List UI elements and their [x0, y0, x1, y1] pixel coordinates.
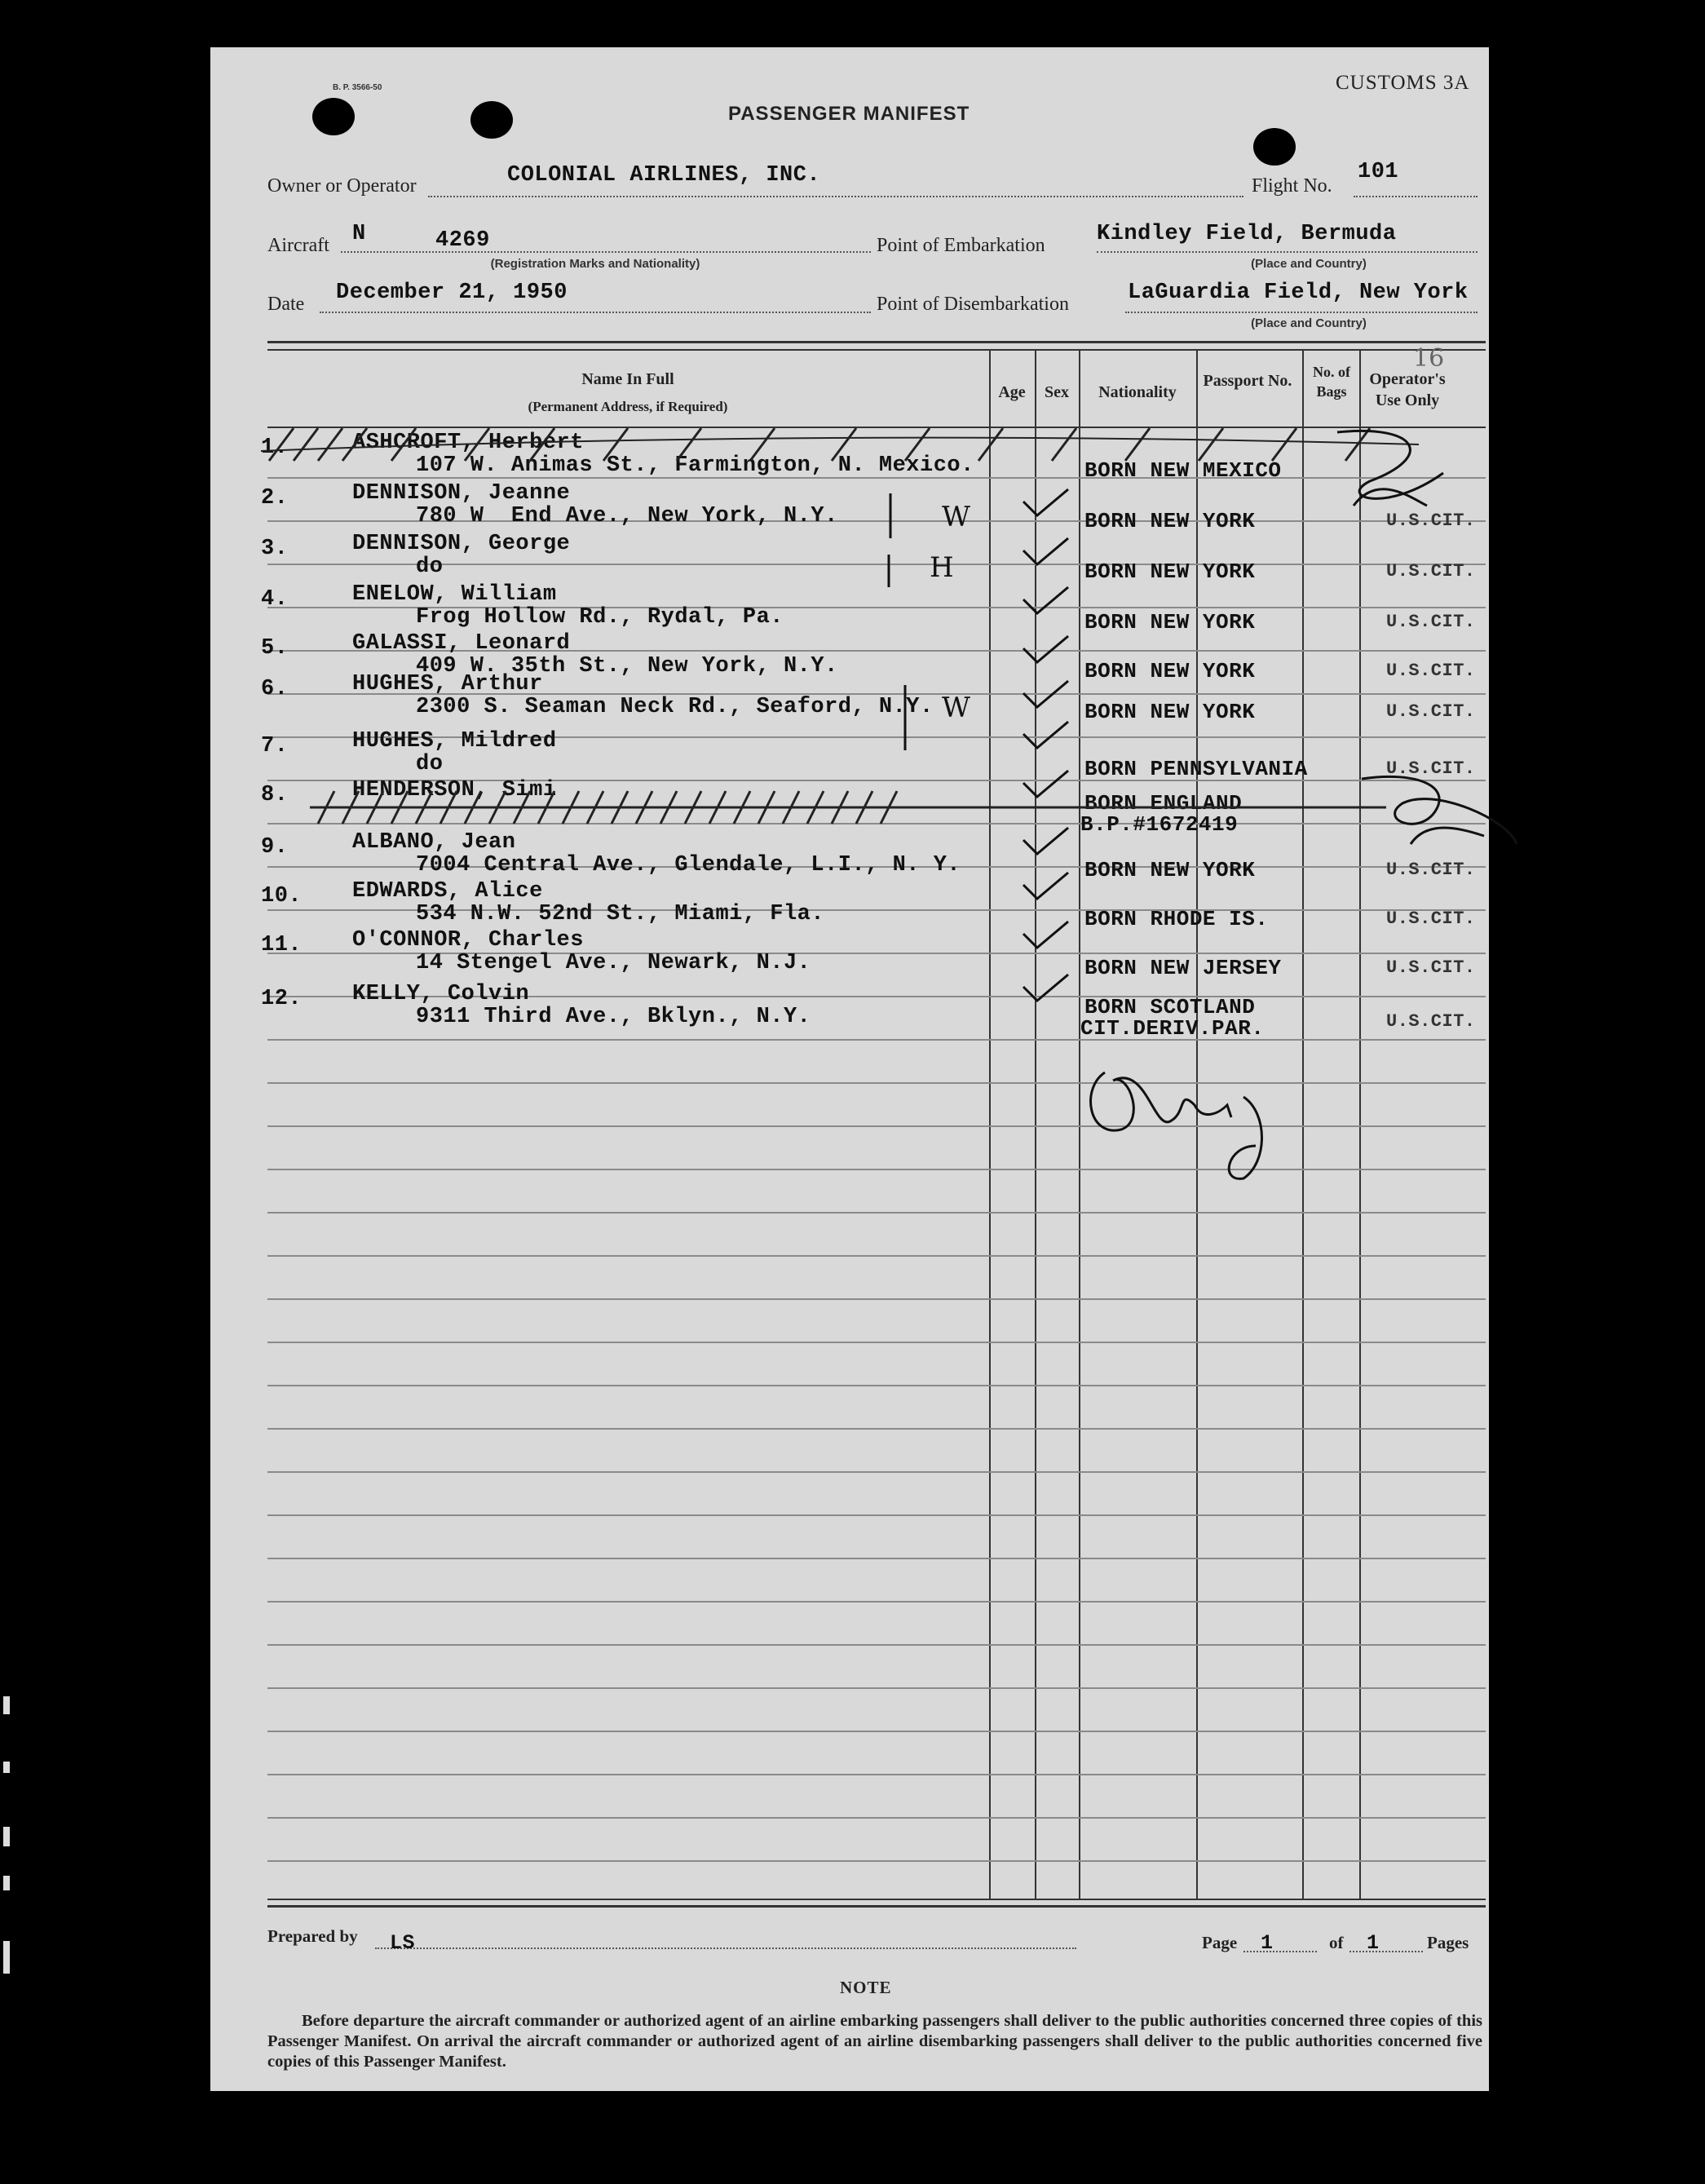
col-age-header: Age	[998, 383, 1026, 401]
operator-stamp: U.S.CIT.	[1386, 957, 1476, 978]
disembark-label: Point of Disembarkation	[877, 294, 1069, 315]
page-label: Page	[1202, 1933, 1238, 1952]
nationality-detail: CIT.DERIV.PAR.	[1080, 1016, 1265, 1041]
passenger-address: 14 Stengel Ave., Newark, N.J.	[416, 951, 811, 975]
passenger-address: do	[416, 555, 444, 579]
operator-stamp: U.S.CIT.	[1386, 511, 1476, 531]
punch-hole	[470, 101, 513, 139]
disembark-value: LaGuardia Field, New York	[1128, 281, 1469, 305]
date-label: Date	[267, 294, 305, 315]
row-rule	[267, 1817, 1486, 1819]
nationality: BORN NEW YORK	[1084, 659, 1256, 683]
table-bottom-rule	[267, 1905, 1486, 1908]
col-operator-header: Operator's Use Only	[1369, 370, 1446, 409]
row-1-strikethrough	[261, 412, 1419, 469]
nationality: BORN RHODE IS.	[1084, 907, 1269, 931]
nationality: BORN NEW YORK	[1084, 559, 1256, 584]
embark-value: Kindley Field, Bermuda	[1097, 222, 1397, 246]
of-label: of	[1329, 1933, 1344, 1952]
date-value: December 21, 1950	[336, 281, 568, 305]
passenger-name: HUGHES, Arthur	[352, 672, 543, 696]
operator-stamp: U.S.CIT.	[1386, 561, 1476, 581]
col-bags-header: No. of Bags	[1313, 364, 1350, 400]
aircraft-line	[341, 251, 871, 253]
table-bottom-rule	[267, 1899, 1486, 1900]
operator-stamp: U.S.CIT.	[1386, 661, 1476, 681]
row-number: 12.	[261, 987, 303, 1011]
row-number: 11.	[261, 933, 303, 957]
row-number: 1.	[261, 435, 289, 460]
row-rule	[267, 1514, 1486, 1516]
row-number: 4.	[261, 587, 289, 612]
sex-mark: H	[930, 551, 954, 584]
page-title: PASSENGER MANIFEST	[728, 103, 970, 125]
passenger-name: O'CONNOR, Charles	[352, 928, 584, 953]
row-rule	[267, 1428, 1486, 1430]
handwritten-signature	[1080, 1040, 1325, 1195]
nationality: BORN NEW MEXICO	[1084, 458, 1282, 483]
row-number: 5.	[261, 636, 289, 661]
customs-code: CUSTOMS 3A	[1336, 72, 1470, 94]
row-number: 7.	[261, 734, 289, 758]
operator-stamp: U.S.CIT.	[1386, 701, 1476, 722]
film-edge-mark	[3, 1696, 10, 1714]
film-edge-mark	[3, 1941, 10, 1974]
table-top-rule	[267, 341, 1486, 343]
owner-line	[428, 196, 1243, 197]
row-8-strikethrough	[310, 783, 1386, 832]
passenger-name: KELLY, Colvin	[352, 982, 530, 1006]
flight-value: 101	[1358, 160, 1399, 184]
date-line	[320, 312, 871, 313]
owner-label: Owner or Operator	[267, 175, 417, 197]
operator-stamp: U.S.CIT.	[1386, 860, 1476, 880]
passenger-name: EDWARDS, Alice	[352, 879, 543, 904]
operator-stamp: U.S.CIT.	[1386, 909, 1476, 929]
passenger-address: do	[416, 752, 444, 776]
row-rule	[267, 1342, 1486, 1343]
aircraft-label: Aircraft	[267, 235, 329, 256]
passenger-name: HENDERSON, Simi	[352, 778, 557, 802]
row-rule	[267, 1255, 1486, 1257]
operator-stamp: U.S.CIT.	[1386, 612, 1476, 632]
row-rule	[267, 1212, 1486, 1214]
of-value: 1	[1367, 1931, 1380, 1955]
aircraft-value: 4269	[435, 228, 490, 253]
row-rule	[267, 1298, 1486, 1300]
prepared-line	[375, 1947, 1076, 1949]
passenger-name: ALBANO, Jean	[352, 830, 516, 855]
nationality: BORN NEW YORK	[1084, 858, 1256, 882]
row-rule	[267, 1471, 1486, 1473]
operator-stamp: U.S.CIT.	[1386, 758, 1476, 779]
row-number: 2.	[261, 486, 289, 511]
aircraft-prefix: N	[352, 222, 366, 246]
passenger-address: Frog Hollow Rd., Rydal, Pa.	[416, 605, 784, 630]
nationality: BORN NEW YORK	[1084, 610, 1256, 634]
note-text: Before departure the aircraft commander or authorized agent of an airline embarking passengers shall deliver to the public authorities concerned three copies of this Passenger Manifest. On arrival the aircraft commander or authorized agent of an airline disembarking passengers shall deliver to the public authorities concerned five copies of this Passenger Manifest.	[267, 2012, 1482, 2071]
nationality: BORN PENNSYLVANIA	[1084, 757, 1308, 781]
page-line	[1243, 1951, 1317, 1952]
passenger-name: HUGHES, Mildred	[352, 729, 557, 754]
passenger-address: 409 W. 35th St., New York, N.Y.	[416, 654, 838, 679]
passenger-address: 7004 Central Ave., Glendale, L.I., N. Y.	[416, 853, 961, 878]
passenger-address: 9311 Third Ave., Bklyn., N.Y.	[416, 1005, 811, 1029]
row-number: 8.	[261, 783, 289, 807]
col-passport-header: Passport No.	[1203, 372, 1292, 390]
owner-value: COLONIAL AIRLINES, INC.	[507, 163, 821, 188]
row-number: 9.	[261, 835, 289, 860]
nationality-detail: B.P.#1672419	[1080, 812, 1239, 837]
disembark-caption: (Place and Country)	[1251, 316, 1367, 330]
row-rule	[267, 1385, 1486, 1386]
passenger-address: 107 W. Animas St., Farmington, N. Mexico.	[416, 453, 974, 478]
operator-stamp: U.S.CIT.	[1386, 1011, 1476, 1032]
passenger-address: 780 W End Ave., New York, N.Y.	[416, 504, 838, 528]
flight-label: Flight No.	[1252, 175, 1332, 197]
passenger-name: DENNISON, Jeanne	[352, 481, 571, 506]
sex-mark: W	[942, 501, 970, 533]
film-edge-mark	[3, 1876, 10, 1890]
row-rule	[267, 1644, 1486, 1646]
row-rule	[267, 1601, 1486, 1603]
form-code: B. P. 3566-50	[333, 83, 382, 92]
row-rule	[267, 1731, 1486, 1732]
col-sex-header: Sex	[1045, 383, 1069, 401]
row-rule	[267, 1860, 1486, 1862]
punch-hole	[1253, 128, 1296, 166]
row-rule	[267, 1774, 1486, 1775]
nationality: BORN NEW YORK	[1084, 700, 1256, 724]
row-number: 3.	[261, 537, 289, 561]
nationality: BORN NEW JERSEY	[1084, 956, 1282, 980]
disembark-line	[1125, 312, 1478, 313]
embark-label: Point of Embarkation	[877, 235, 1045, 256]
passenger-name: ASHCROFT, Herbert	[352, 431, 584, 455]
punch-hole	[312, 98, 355, 135]
nationality: BORN ENGLAND	[1084, 791, 1243, 816]
passenger-name: ENELOW, William	[352, 582, 557, 607]
nationality: BORN NEW YORK	[1084, 509, 1256, 533]
row-number: 6.	[261, 677, 289, 701]
sex-mark: W	[942, 692, 970, 724]
col-name-subheader: (Permanent Address, if Required)	[528, 399, 728, 414]
check-marks	[1019, 457, 1084, 1044]
row-number: 10.	[261, 884, 303, 909]
of-line	[1349, 1951, 1423, 1952]
embark-caption: (Place and Country)	[1251, 257, 1367, 271]
passenger-name: DENNISON, George	[352, 532, 571, 556]
passenger-address: 534 N.W. 52nd St., Miami, Fla.	[416, 902, 825, 926]
nationality: BORN SCOTLAND	[1084, 995, 1256, 1019]
age-marks	[881, 489, 946, 799]
row-rule	[267, 564, 1486, 565]
operator-scribble	[1321, 424, 1476, 522]
prepared-value: LS	[390, 1931, 416, 1955]
note-title: NOTE	[840, 1978, 892, 1997]
film-edge-mark	[3, 1762, 10, 1773]
aircraft-caption: (Registration Marks and Nationality)	[490, 257, 700, 271]
pages-label: Pages	[1427, 1933, 1469, 1952]
operator-scribble-2	[1354, 763, 1533, 852]
col-nationality-header: Nationality	[1098, 383, 1177, 401]
embark-line	[1097, 251, 1478, 253]
col-name-header: Name In Full	[581, 370, 674, 388]
passenger-name: GALASSI, Leonard	[352, 631, 571, 656]
passenger-address: 2300 S. Seaman Neck Rd., Seaford, N.Y.	[416, 695, 934, 719]
flight-line	[1354, 196, 1478, 197]
prepared-label: Prepared by	[267, 1926, 358, 1946]
row-rule	[267, 1558, 1486, 1559]
page-value: 1	[1261, 1931, 1274, 1955]
film-edge-mark	[3, 1827, 10, 1846]
row-rule	[267, 1687, 1486, 1689]
corner-mark: 16	[1413, 344, 1445, 373]
